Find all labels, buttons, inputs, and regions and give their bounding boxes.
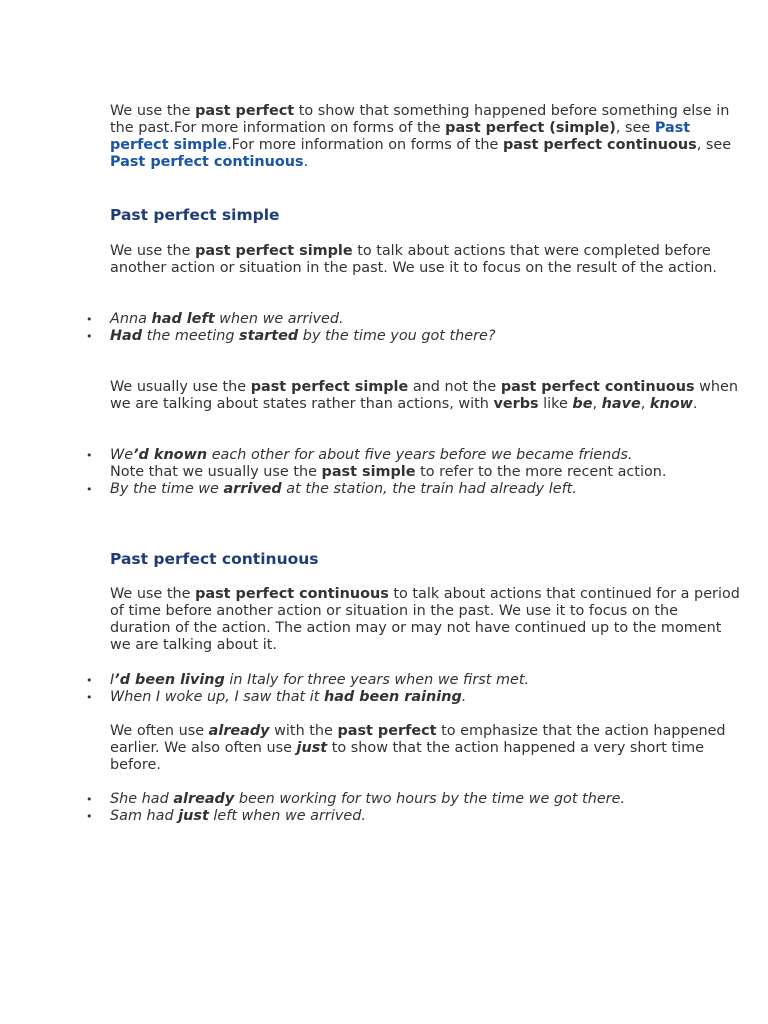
simple-examples-1 [110,311,740,345]
continuous-paragraph-2: We often use already with the past perfect to emphasize that the action happened earlier. We also often use just to show that the action happened a very short time before. [110,723,726,773]
intro-text: We use the past perfect to show that something happened before something else in the past.For more information on forms of the past perfect (simple), see Past perfect simple.For more information on forms of the past perfect continuous, see Past perfect continuous. [110,103,732,170]
intro-paragraph [110,103,740,171]
simple-paragraph-2: We usually use the past perfect simple and not the past perfect continuous when we are talking about states rather than actions, with verbs like be, have, know. [110,379,739,412]
continuous-paragraph-1: We use the past perfect continuous to talk about actions that continued for a period of time before another action or situation in the past. We use it to focus on the duration of the action. The action may or may not have continued up to the moment we are talking about it. [110,586,740,653]
list-item: • She had already been working for two hours by the time we got there. [95,791,740,808]
list-item: • By the time we arrived at the station, the train had already left. [95,481,740,498]
link-past-perfect-simple[interactable]: Past perfect simple [110,120,691,153]
list-item: • I’d been living in Italy for three years when we first met. [95,672,740,689]
section-heading-simple [110,205,740,225]
list-item: • Sam had just left when we arrived. [95,808,740,825]
simple-examples-2 [110,447,740,498]
simple-paragraph-1: We use the past perfect simple to talk about actions that were completed before another action or situation in the past. We use it to focus on the result of the action. [110,243,717,276]
list-item: • We’d known each other for about five years before we became friends. [95,447,740,464]
section-heading-continuous [110,549,740,569]
heading-past-perfect-simple: Past perfect simple [110,206,280,224]
heading-past-perfect-continuous: Past perfect continuous [110,550,319,568]
note-text: Note that we usually use the past simple to refer to the more recent action. [110,464,667,480]
continuous-examples-1 [110,672,740,706]
list-item: • When I woke up, I saw that it had been raining. [95,689,740,706]
list-item: • Anna had left when we arrived. [95,311,740,328]
link-past-perfect-continuous[interactable]: Past perfect continuous [110,154,304,170]
continuous-examples-2 [110,791,740,825]
list-item: • Had the meeting started by the time you got there? [95,328,740,345]
